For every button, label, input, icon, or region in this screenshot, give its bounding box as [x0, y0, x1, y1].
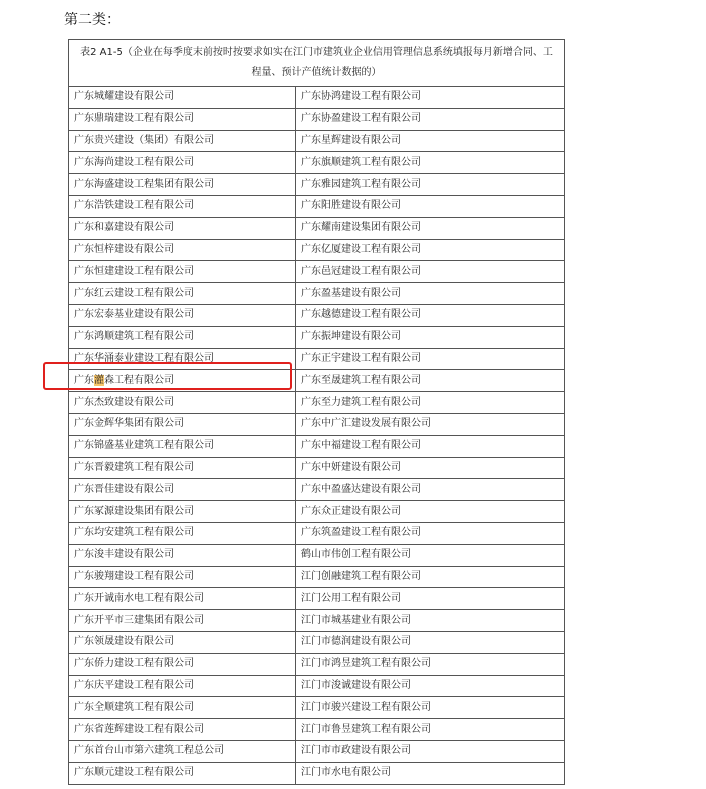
company-name-right: 江门市骏兴建设工程有限公司: [296, 697, 565, 719]
company-name-right: 广东星辉建设有限公司: [296, 130, 565, 152]
table-row: [69, 195, 565, 217]
table-caption-row: [69, 40, 565, 87]
company-name-left: 广东海盛建设工程集团有限公司: [69, 174, 296, 196]
table-row: [69, 610, 565, 632]
company-name-right: 江门创融建筑工程有限公司: [296, 566, 565, 588]
table-row: [69, 762, 565, 784]
company-name-left: 广东金辉华集团有限公司: [69, 413, 296, 435]
company-name-right: 广东越德建设工程有限公司: [296, 304, 565, 326]
company-name-left: 广东恒梓建设有限公司: [69, 239, 296, 261]
table-row: [69, 217, 565, 239]
company-name-right: 广东耀南建设集团有限公司: [296, 217, 565, 239]
company-name-left: 广东灌森工程有限公司: [69, 370, 296, 392]
company-name-right: 广东中广汇建设发展有限公司: [296, 413, 565, 435]
company-name-left: 广东开诚南水电工程有限公司: [69, 588, 296, 610]
company-name-right: 广东阳胜建设有限公司: [296, 195, 565, 217]
company-name-right: 江门市鲁昱建筑工程有限公司: [296, 719, 565, 741]
table-caption: 表2 A1-5（企业在每季度末前按时按要求如实在江门市建筑业企业信用管理信息系统填报每月新增合同、工程量、预计产值统计数据的）: [69, 40, 565, 87]
company-name-left: 广东均安建筑工程有限公司: [69, 522, 296, 544]
table-row: [69, 413, 565, 435]
company-name-left: 广东浚丰建设有限公司: [69, 544, 296, 566]
table-row: [69, 108, 565, 130]
table-row: [69, 675, 565, 697]
table-row: [69, 261, 565, 283]
company-name-right: 广东亿厦建设工程有限公司: [296, 239, 565, 261]
company-name-right: 广东协盈建设工程有限公司: [296, 108, 565, 130]
company-name-left: 广东鸿顺建筑工程有限公司: [69, 326, 296, 348]
table-row: [69, 566, 565, 588]
company-table: [68, 39, 565, 785]
table-row: [69, 174, 565, 196]
company-name-left: 广东冢源建设集团有限公司: [69, 501, 296, 523]
company-name-right: 广东中盈盛达建设有限公司: [296, 479, 565, 501]
company-name-left: 广东鼎瑞建设工程有限公司: [69, 108, 296, 130]
company-name-right: 广东邑冠建设工程有限公司: [296, 261, 565, 283]
company-name-left: 广东骏翔建设工程有限公司: [69, 566, 296, 588]
company-name-right: 江门市德润建设有限公司: [296, 631, 565, 653]
company-name-right: 江门市市政建设有限公司: [296, 740, 565, 762]
table-row: [69, 326, 565, 348]
company-name-left: 广东华涌泰业建设工程有限公司: [69, 348, 296, 370]
table-row: [69, 740, 565, 762]
company-name-right: 广东协鸿建设工程有限公司: [296, 87, 565, 109]
table-row: [69, 87, 565, 109]
company-name-left: 广东侨力建设工程有限公司: [69, 653, 296, 675]
company-name-right: 广东雅园建筑工程有限公司: [296, 174, 565, 196]
table-row: [69, 392, 565, 414]
table-row: [69, 697, 565, 719]
section-heading: 第二类：: [64, 12, 120, 28]
table-row: [69, 653, 565, 675]
table-row: [69, 631, 565, 653]
table-row: [69, 152, 565, 174]
company-name-left: 广东和嘉建设有限公司: [69, 217, 296, 239]
company-name-right: 江门市城基建业有限公司: [296, 610, 565, 632]
company-name-left: 广东杰致建设有限公司: [69, 392, 296, 414]
company-name-right: 广东众正建设有限公司: [296, 501, 565, 523]
company-name-right: 广东至力建筑工程有限公司: [296, 392, 565, 414]
table-row: [69, 588, 565, 610]
table-row: [69, 501, 565, 523]
company-name-left: 广东开平市三建集团有限公司: [69, 610, 296, 632]
company-name-left: 广东海尚建设工程有限公司: [69, 152, 296, 174]
company-name-right: 江门市鸿昱建筑工程有限公司: [296, 653, 565, 675]
table-row: [69, 479, 565, 501]
company-name-left: 广东恒建建设工程有限公司: [69, 261, 296, 283]
company-name-right: 广东旗顺建筑工程有限公司: [296, 152, 565, 174]
company-name-left: 广东锦盛基业建筑工程有限公司: [69, 435, 296, 457]
table-row: [69, 719, 565, 741]
company-name-right: 江门市浚诚建设有限公司: [296, 675, 565, 697]
highlighted-char: 灌: [94, 374, 104, 386]
table-row: [69, 130, 565, 152]
company-name-left: 广东全顺建筑工程有限公司: [69, 697, 296, 719]
company-name-left: 广东庆平建设工程有限公司: [69, 675, 296, 697]
company-name-right: 广东至晟建筑工程有限公司: [296, 370, 565, 392]
company-name-right: 广东中妍建设有限公司: [296, 457, 565, 479]
table-row: [69, 544, 565, 566]
company-name-left: 广东领晟建设有限公司: [69, 631, 296, 653]
company-name-left: 广东省莲辉建设工程有限公司: [69, 719, 296, 741]
company-name-right: 广东正宇建设工程有限公司: [296, 348, 565, 370]
company-name-right: 江门市水电有限公司: [296, 762, 565, 784]
company-name-right: 鹤山市伟创工程有限公司: [296, 544, 565, 566]
company-name-left: 广东浩铁建设工程有限公司: [69, 195, 296, 217]
company-name-right: 广东中福建设工程有限公司: [296, 435, 565, 457]
table-row: [69, 239, 565, 261]
table-row: [69, 435, 565, 457]
company-name-left: 广东贵兴建设（集团）有限公司: [69, 130, 296, 152]
table-row: [69, 283, 565, 305]
company-name-right: 广东筑盈建设工程有限公司: [296, 522, 565, 544]
highlight-annotation-box: [43, 362, 292, 390]
company-name-right: 广东盈基建设有限公司: [296, 283, 565, 305]
table-row: [69, 304, 565, 326]
company-name-left: 广东晋毅建筑工程有限公司: [69, 457, 296, 479]
company-name-left: 广东首台山市第六建筑工程总公司: [69, 740, 296, 762]
company-name-left: 广东红云建设工程有限公司: [69, 283, 296, 305]
company-name-left: 广东城耀建设有限公司: [69, 87, 296, 109]
table-row: [69, 457, 565, 479]
table-row: [69, 522, 565, 544]
company-name-right: 江门公用工程有限公司: [296, 588, 565, 610]
company-name-left: 广东宏泰基业建设有限公司: [69, 304, 296, 326]
company-name-left: 广东晋佳建设有限公司: [69, 479, 296, 501]
company-name-left: 广东顺元建设工程有限公司: [69, 762, 296, 784]
company-name-right: 广东振坤建设有限公司: [296, 326, 565, 348]
